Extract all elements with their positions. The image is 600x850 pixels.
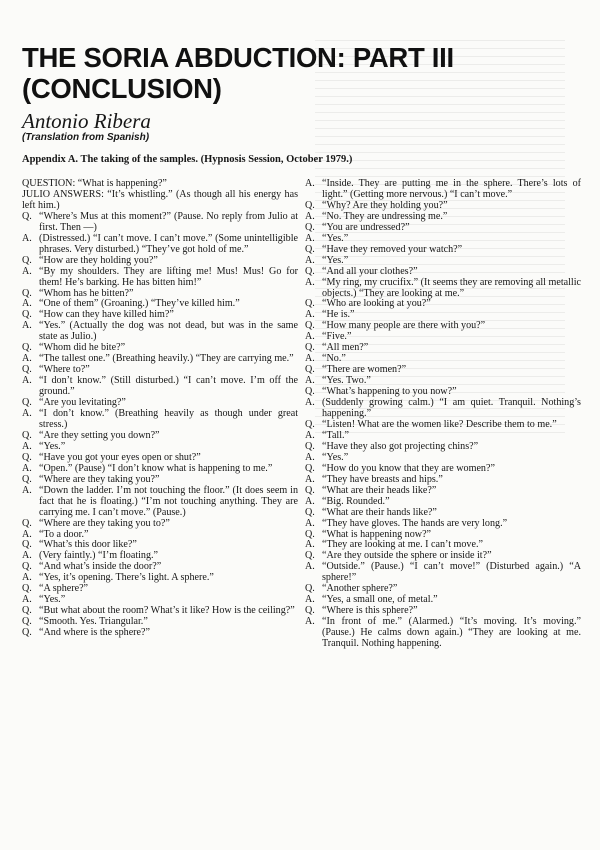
speaker-label: Q. — [22, 342, 32, 354]
transcript-text: “No.” — [322, 353, 346, 365]
speaker-label: Q. — [305, 583, 315, 595]
transcript-text: “But what about the room? What’s it like? How is the ceiling?” — [39, 605, 295, 617]
transcript-line — [305, 343, 581, 354]
transcript-text: “They are looking at me. I can’t move.” — [322, 539, 483, 551]
speaker-label: Q. — [305, 462, 315, 474]
speaker-label: A. — [305, 210, 315, 222]
transcript-text: “Yes.” — [322, 232, 349, 244]
transcript-text: “All men?” — [322, 342, 369, 354]
speaker-label: A. — [305, 375, 315, 387]
transcript-text: “By my shoulders. They are lifting me! Mus! Mus! Go for them! He’s barking. He has bitten him!” — [39, 265, 298, 288]
speaker-label: A. — [305, 616, 315, 628]
transcript-text: “Yes. Two.” — [322, 375, 371, 387]
speaker-label: Q. — [22, 616, 32, 628]
transcript-text: “A sphere?” — [39, 583, 89, 595]
transcript-line — [22, 486, 298, 519]
transcript-text: “Inside. They are putting me in the sphere. There’s lots of light.” (Getting more nervous.) “I can’t move.” — [322, 178, 581, 200]
transcript-text: “I don’t know.” (Still disturbed.) “I can’t move. I’m off the ground.” — [39, 375, 298, 398]
speaker-label: A. — [22, 375, 32, 387]
speaker-label: A. — [305, 309, 315, 321]
speaker-label: Q. — [305, 440, 315, 452]
speaker-label: Q. — [305, 364, 315, 376]
transcript-text: “How many people are there with you?” — [322, 320, 486, 332]
transcript-text: “No. They are undressing me.” — [322, 210, 448, 222]
speaker-label: A. — [305, 495, 315, 507]
transcript-line — [305, 179, 581, 201]
speaker-label: A. — [305, 429, 315, 441]
transcript-text: “To a door.” — [39, 528, 89, 540]
transcript-text: “Yes.” — [322, 254, 349, 266]
speaker-label: A. — [22, 353, 32, 365]
transcript-text: “Yes, it’s opening. There’s light. A sphere.” — [39, 572, 214, 584]
speaker-label: A. — [305, 276, 315, 288]
speaker-label: Q. — [22, 539, 32, 551]
speaker-label: A. — [22, 528, 32, 540]
transcript-text: “What’s happening to you now?” — [322, 386, 457, 398]
transcript-text: “Yes.” — [39, 440, 66, 452]
transcript-text: “Down the ladder. I’m not touching the floor.” (It does seem in fact that he is floating.) “I’m not touching anything. They are carrying me. I can’t move.” (Pause.) — [39, 484, 298, 518]
speaker-label: Q. — [305, 528, 315, 540]
transcript-text: “What are their hands like?” — [322, 506, 437, 518]
speaker-label: Q. — [305, 605, 315, 617]
speaker-label: Q. — [22, 583, 32, 595]
transcript-line — [22, 409, 298, 431]
author-name: Antonio Ribera — [22, 109, 151, 133]
appendix-heading: Appendix A. The taking of the samples. (Hypnosis Session, October 1979.) — [22, 154, 353, 165]
transcript-text: “Tall.” — [322, 429, 350, 441]
speaker-label: A. — [305, 517, 315, 529]
speaker-label: A. — [22, 320, 32, 332]
transcript-text: “What are their heads like?” — [322, 484, 437, 496]
speaker-label: Q. — [22, 473, 32, 485]
speaker-label: A. — [305, 473, 315, 485]
transcript-text: “Have they removed your watch?” — [322, 243, 463, 255]
transcript-line — [22, 628, 298, 639]
transcript-text: JULIO ANSWERS: “It’s whistling.” (As though all his energy has left him.) — [22, 188, 298, 211]
transcript-text: “Listen! What are the women like? Describe them to me.” — [322, 418, 557, 430]
left-text-column — [22, 179, 298, 639]
transcript-line — [22, 376, 298, 398]
speaker-label: Q. — [22, 287, 32, 299]
title-line-1: THE SORIA ABDUCTION: PART III — [22, 42, 454, 73]
transcript-text: “They have breasts and hips.” — [322, 473, 443, 485]
transcript-text: “How can they have killed him?” — [39, 309, 174, 321]
speaker-label: Q. — [305, 506, 315, 518]
transcript-text: (Distressed.) “I can’t move. I can’t move.” (Some unintelligible phrases. Very disturbed.) “They’ve got hold of me.” — [39, 232, 298, 255]
transcript-text: “Why? Are they holding you?” — [322, 199, 448, 211]
transcript-text: “He is.” — [322, 309, 355, 321]
speaker-label: Q. — [305, 484, 315, 496]
transcript-text: “What’s this door like?” — [39, 539, 137, 551]
transcript-line — [305, 617, 581, 650]
transcript-text: “I don’t know.” (Breathing heavily as though under great stress.) — [39, 408, 298, 430]
translation-note: (Translation from Spanish) — [22, 132, 150, 143]
transcript-text: “Where are they taking you?” — [39, 473, 160, 485]
transcript-text: “Open.” (Pause) “I don’t know what is happening to me.” — [39, 462, 273, 474]
speaker-label: Q. — [22, 561, 32, 573]
transcript-text: “My ring, my crucifix.” (It seems they are removing all metallic objects.) “They are looking at me.” — [322, 276, 581, 299]
speaker-label: A. — [22, 462, 32, 474]
speaker-label: Q. — [22, 397, 32, 409]
speaker-label: Q. — [305, 199, 315, 211]
transcript-line — [22, 321, 298, 343]
speaker-label: Q. — [305, 320, 315, 332]
speaker-label: Q. — [305, 221, 315, 233]
transcript-text: “One of them” (Groaning.) “They’ve killed him.” — [39, 298, 240, 310]
speaker-label: A. — [22, 408, 32, 420]
speaker-label: A. — [305, 397, 315, 409]
transcript-text: “Where are they taking you to?” — [39, 517, 170, 529]
transcript-text: “Yes, a small one, of metal.” — [322, 594, 438, 606]
speaker-label: Q. — [305, 386, 315, 398]
speaker-label: A. — [22, 265, 32, 277]
transcript-text: “How are they holding you?” — [39, 254, 158, 266]
speaker-label: Q. — [305, 243, 315, 255]
speaker-label: A. — [305, 254, 315, 266]
transcript-text: “Where’s Mus at this moment?” (Pause. No reply from Julio at first. Then —) — [39, 210, 298, 233]
transcript-text: “Yes.” (Actually the dog was not dead, but was in the same state as Julio.) — [39, 320, 298, 343]
transcript-text: “Yes.” — [39, 594, 66, 606]
transcript-text: “Whom has he bitten?” — [39, 287, 134, 299]
speaker-label: A. — [22, 572, 32, 584]
speaker-label: Q. — [305, 342, 315, 354]
speaker-label: Q. — [22, 429, 32, 441]
speaker-label: A. — [305, 353, 315, 365]
transcript-line — [305, 562, 581, 584]
speaker-label: Q. — [22, 309, 32, 321]
transcript-text: “Five.” — [322, 331, 352, 343]
speaker-label: A. — [305, 594, 315, 606]
transcript-text: “Big. Rounded.” — [322, 495, 390, 507]
transcript-line — [22, 212, 298, 234]
transcript-text: “You are undressed?” — [322, 221, 410, 233]
transcript-line — [22, 234, 298, 256]
speaker-label: Q. — [305, 418, 315, 430]
transcript-text: “And what’s inside the door?” — [39, 561, 162, 573]
transcript-text: “Where is this sphere?” — [322, 605, 418, 617]
title-line-2: (CONCLUSION) — [22, 73, 222, 104]
speaker-label: Q. — [305, 550, 315, 562]
transcript-text: “In front of me.” (Alarmed.) “It’s moving. It’s moving.” (Pause.) He calms down again.) “They are looking at me. Tranquil. Nothing happening. — [322, 616, 581, 650]
transcript-text: “Where to?” — [39, 364, 90, 376]
transcript-text: “Have they also got projecting chins?” — [322, 440, 479, 452]
speaker-label: Q. — [22, 254, 32, 266]
transcript-text: “They have gloves. The hands are very long.” — [322, 517, 508, 529]
transcript-text: QUESTION: “What is happening?” — [22, 178, 167, 189]
speaker-label: A. — [22, 550, 32, 562]
transcript-text: “Have you got your eyes open or shut?” — [39, 451, 201, 463]
speaker-label: Q. — [22, 517, 32, 529]
transcript-text: “There are women?” — [322, 364, 407, 376]
speaker-label: A. — [305, 232, 315, 244]
right-text-column — [305, 179, 581, 650]
transcript-line — [305, 278, 581, 300]
speaker-label: Q. — [22, 627, 32, 639]
speaker-label: A. — [305, 178, 315, 189]
speaker-label: A. — [22, 440, 32, 452]
transcript-text: “And where is the sphere?” — [39, 627, 150, 639]
speaker-label: A. — [22, 484, 32, 496]
transcript-text: “Are you levitating?” — [39, 397, 126, 409]
article-title — [22, 42, 582, 104]
transcript-line — [22, 267, 298, 289]
speaker-label: A. — [305, 539, 315, 551]
transcript-text: (Very faintly.) “I’m floating.” — [39, 550, 159, 562]
speaker-label: Q. — [305, 298, 315, 310]
speaker-label: A. — [305, 451, 315, 463]
speaker-label: Q. — [22, 451, 32, 463]
transcript-text: “Smooth. Yes. Triangular.” — [39, 616, 148, 628]
transcript-text: “Yes.” — [322, 451, 349, 463]
transcript-text: “And all your clothes?” — [322, 265, 418, 277]
speaker-label: Q. — [22, 210, 32, 222]
speaker-label: A. — [22, 298, 32, 310]
transcript-text: “Whom did he bite?” — [39, 342, 126, 354]
transcript-line — [305, 398, 581, 420]
speaker-label: A. — [22, 594, 32, 606]
speaker-label: A. — [305, 561, 315, 573]
transcript-text: “Are they outside the sphere or inside it?” — [322, 550, 492, 562]
transcript-text: (Suddenly growing calm.) “I am quiet. Tranquil. Nothing’s happening.” — [322, 397, 581, 420]
speaker-label: Q. — [22, 364, 32, 376]
transcript-text: “What is happening now?” — [322, 528, 432, 540]
transcript-text: “Another sphere?” — [322, 583, 398, 595]
speaker-label: Q. — [22, 605, 32, 617]
transcript-text: “Who are looking at you?” — [322, 298, 431, 310]
speaker-label: A. — [305, 331, 315, 343]
speaker-label: Q. — [305, 265, 315, 277]
transcript-line — [22, 190, 298, 212]
transcript-text: “Are they setting you down?” — [39, 429, 160, 441]
speaker-label: A. — [22, 232, 32, 244]
transcript-text: “Outside.” (Pause.) “I can’t move!” (Disturbed again.) “A sphere!” — [322, 561, 581, 584]
transcript-text: “The tallest one.” (Breathing heavily.) “They are carrying me.” — [39, 353, 294, 365]
transcript-text: “How do you know that they are women?” — [322, 462, 495, 474]
